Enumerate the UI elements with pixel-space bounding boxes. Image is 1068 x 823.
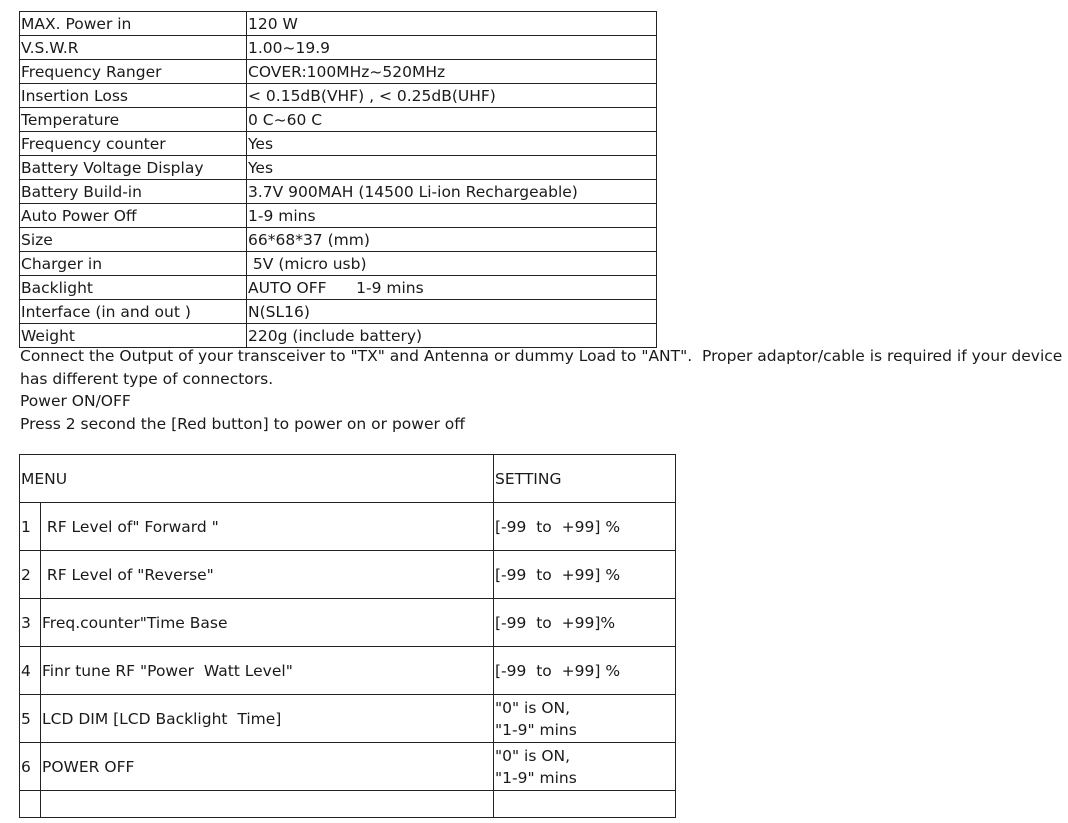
menu-row xyxy=(20,647,676,695)
spec-key: MAX. Power in xyxy=(20,12,247,36)
spec-value: < 0.15dB(VHF) , < 0.25dB(UHF) xyxy=(247,84,657,108)
spec-key: Backlight xyxy=(20,276,247,300)
menu-row-number: 6 xyxy=(20,743,41,791)
menu-row-number: 4 xyxy=(20,647,41,695)
spec-row xyxy=(20,156,657,180)
setting-line: "0" is ON, xyxy=(495,698,571,717)
spec-key: Battery Voltage Display xyxy=(20,156,247,180)
menu-row-setting xyxy=(494,551,676,599)
spec-row xyxy=(20,252,657,276)
spec-row xyxy=(20,228,657,252)
instructions-text xyxy=(20,345,1066,435)
menu-header-row xyxy=(20,455,676,503)
spec-key: Weight xyxy=(20,324,247,348)
spec-value: 120 W xyxy=(247,12,657,36)
setting-line: [-99 to +99] % xyxy=(495,565,621,584)
spec-row xyxy=(20,180,657,204)
spec-key: Battery Build-in xyxy=(20,180,247,204)
setting-line: [-99 to +99] % xyxy=(495,661,621,680)
setting-line: "1-9" mins xyxy=(495,768,577,787)
power-instruction: Press 2 second the [Red button] to power on or power off xyxy=(20,414,465,433)
menu-header: MENU xyxy=(20,455,494,503)
menu-row-setting xyxy=(494,503,676,551)
spec-value: COVER:100MHz~520MHz xyxy=(247,60,657,84)
menu-empty-cell xyxy=(494,791,676,818)
menu-row-label: POWER OFF xyxy=(41,743,494,791)
spec-row xyxy=(20,36,657,60)
setting-header: SETTING xyxy=(494,455,676,503)
spec-key: Interface (in and out ) xyxy=(20,300,247,324)
spec-key: Insertion Loss xyxy=(20,84,247,108)
spec-value: 66*68*37 (mm) xyxy=(247,228,657,252)
menu-row-label: RF Level of "Reverse" xyxy=(41,551,494,599)
spec-key: Frequency counter xyxy=(20,132,247,156)
menu-row xyxy=(20,743,676,791)
menu-row-setting xyxy=(494,743,676,791)
menu-row-number: 3 xyxy=(20,599,41,647)
setting-line: "0" is ON, xyxy=(495,746,571,765)
menu-row-setting xyxy=(494,647,676,695)
setting-line: [-99 to +99]% xyxy=(495,613,616,632)
spec-value: 0 C~60 C xyxy=(247,108,657,132)
menu-row-label: RF Level of" Forward " xyxy=(41,503,494,551)
power-section-title: Power ON/OFF xyxy=(20,392,131,410)
menu-row-setting xyxy=(494,599,676,647)
spec-value: 1.00~19.9 xyxy=(247,36,657,60)
menu-row-label: LCD DIM [LCD Backlight Time] xyxy=(41,695,494,743)
menu-settings-table xyxy=(19,454,676,818)
spec-key: Frequency Ranger xyxy=(20,60,247,84)
menu-row xyxy=(20,551,676,599)
menu-row-number: 1 xyxy=(20,503,41,551)
setting-line: "1-9" mins xyxy=(495,720,577,739)
spec-key: Size xyxy=(20,228,247,252)
spec-row xyxy=(20,60,657,84)
spec-value: 220g (include battery) xyxy=(247,324,657,348)
spec-row xyxy=(20,108,657,132)
menu-row-setting xyxy=(494,695,676,743)
connect-instruction: Connect the Output of your transceiver to "TX" and Antenna or dummy Load to "ANT". Proper adaptor/cable is required if your device has different type of connectors. xyxy=(20,347,1068,388)
spec-key: Auto Power Off xyxy=(20,204,247,228)
menu-row-label: Freq.counter"Time Base xyxy=(41,599,494,647)
menu-row-number: 2 xyxy=(20,551,41,599)
spec-row xyxy=(20,132,657,156)
menu-row xyxy=(20,503,676,551)
spec-row xyxy=(20,276,657,300)
menu-row xyxy=(20,599,676,647)
spec-value: AUTO OFF 1-9 mins xyxy=(247,276,657,300)
spec-row xyxy=(20,12,657,36)
menu-empty-cell xyxy=(20,791,41,818)
spec-key: Temperature xyxy=(20,108,247,132)
setting-line: [-99 to +99] % xyxy=(495,517,621,536)
spec-value: 5V (micro usb) xyxy=(247,252,657,276)
spec-row xyxy=(20,204,657,228)
spec-value: Yes xyxy=(247,156,657,180)
specifications-table xyxy=(19,11,657,348)
menu-row-number: 5 xyxy=(20,695,41,743)
spec-row xyxy=(20,324,657,348)
spec-value: 3.7V 900MAH (14500 Li-ion Rechargeable) xyxy=(247,180,657,204)
menu-empty-cell xyxy=(41,791,494,818)
menu-empty-row xyxy=(20,791,676,818)
spec-value: Yes xyxy=(247,132,657,156)
spec-key: V.S.W.R xyxy=(20,36,247,60)
spec-row xyxy=(20,84,657,108)
spec-value: N(SL16) xyxy=(247,300,657,324)
spec-value: 1-9 mins xyxy=(247,204,657,228)
menu-row xyxy=(20,695,676,743)
menu-row-label: Finr tune RF "Power Watt Level" xyxy=(41,647,494,695)
spec-row xyxy=(20,300,657,324)
spec-key: Charger in xyxy=(20,252,247,276)
